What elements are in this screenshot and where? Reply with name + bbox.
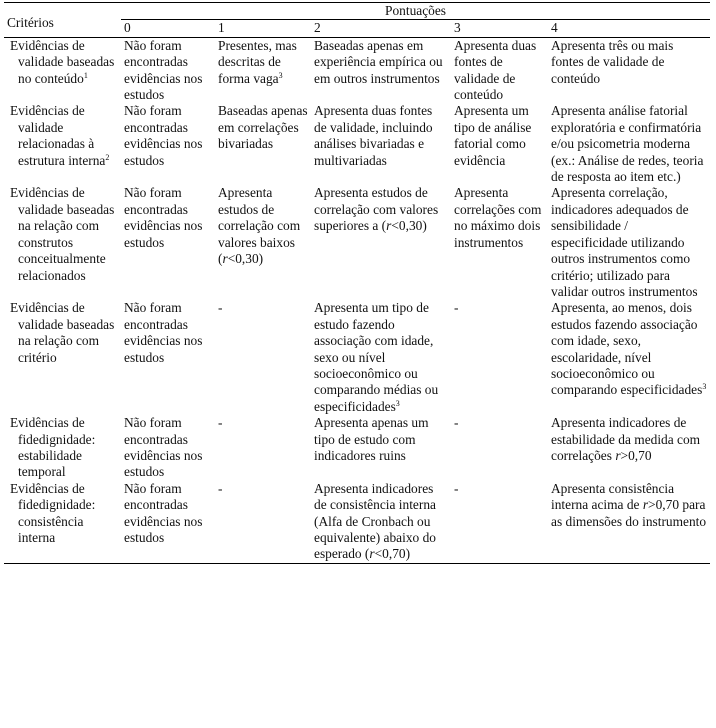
score-4-cell: Apresenta correlação, indicadores adequados de sensibilidade / especificidade utilizando outros instrumentos como critério; utilizado para validar outros instrumentos — [551, 185, 698, 299]
table-row — [4, 185, 710, 300]
score-1-cell: Apresenta estudos de correlação com valores baixos (r<0,30) — [218, 185, 301, 267]
criterion-cell: Evidências de fidedignidade: estabilidade temporal — [10, 415, 96, 480]
score-2-cell: Apresenta indicadores de consistência interna (Alfa de Cronbach ou equivalente) abaixo do esperado (r<0,70) — [311, 481, 451, 564]
criterion-cell: Evidências de validade baseadas no conteúdo$^1$ — [10, 37, 115, 86]
score-3-cell: - — [454, 300, 459, 316]
score-0-cell: Não foram encontradas evidências nos estudos — [124, 185, 203, 250]
header-pontuacoes: Pontuações — [121, 3, 710, 20]
score-header-4: 4 — [548, 20, 710, 37]
table-row — [4, 37, 710, 103]
criteria-table — [4, 2, 710, 564]
score-0-cell: Não foram encontradas evidências nos estudos — [124, 415, 203, 480]
score-3-cell: Apresenta um tipo de análise fatorial como evidência — [454, 103, 532, 168]
score-2-cell: Apresenta estudos de correlação com valores superiores a (r<0,30) — [314, 185, 439, 234]
table-row — [4, 300, 710, 415]
table-row — [4, 103, 710, 185]
score-4-cell: Apresenta, ao menos, dois estudos fazendo associação com idade, sexo, escolaridade, nível socioeconômico ou comparando especificidades$^3$ — [551, 300, 707, 398]
criterion-cell: Evidências de validade baseadas na relação com construtos conceitualmente relacionados — [10, 185, 115, 283]
score-3-cell: - — [454, 415, 459, 431]
score-header-0: 0 — [121, 20, 215, 37]
score-2-cell: Apresenta um tipo de estudo fazendo associação com idade, sexo ou nível socioeconômico ou comparando médias ou especificidades$^3$ — [314, 300, 439, 414]
score-3-cell: Apresenta duas fontes de validade de conteúdo — [454, 37, 537, 103]
score-0-cell: Não foram encontradas evidências nos estudos — [124, 300, 203, 365]
score-4-cell: Apresenta três ou mais fontes de validade de conteúdo — [551, 37, 674, 86]
score-4-cell: Apresenta análise fatorial exploratória e confirmatória e/ou psicometria moderna (ex.: Análise de redes, teoria de resposta ao item etc.) — [551, 103, 704, 185]
criterion-cell: Evidências de validade baseadas na relação com critério — [10, 300, 115, 365]
score-4-cell: Apresenta consistência interna acima de r>0,70 para as dimensões do instrumento — [548, 481, 710, 564]
score-header-1: 1 — [215, 20, 311, 37]
table-row — [4, 481, 710, 564]
criterion-cell: Evidências de validade relacionadas à estrutura interna$^2$ — [10, 103, 110, 168]
score-1-cell: Presentes, mas descritas de forma vaga$^3$ — [218, 37, 297, 86]
score-3-cell: Apresenta correlações com no máximo dois instrumentos — [454, 185, 542, 250]
score-header-2: 2 — [311, 20, 451, 37]
score-1-cell: - — [218, 300, 223, 316]
score-2-cell: Apresenta duas fontes de validade, incluindo análises bivariadas e multivariadas — [314, 103, 433, 168]
score-1-cell: - — [215, 481, 311, 564]
score-4-cell: Apresenta indicadores de estabilidade da medida com correlações r>0,70 — [551, 415, 701, 463]
score-0-cell: Não foram encontradas evidências nos estudos — [124, 103, 203, 168]
score-header-3: 3 — [451, 20, 548, 37]
score-2-cell: Baseadas apenas em experiência empírica ou em outros instrumentos — [314, 37, 443, 86]
criterion-cell: Evidências de fidedignidade: consistência interna — [4, 481, 121, 564]
header-criterios: Critérios — [4, 3, 121, 38]
score-0-cell: Não foram encontradas evidências nos estudos — [121, 481, 215, 564]
score-1-cell: - — [218, 415, 223, 431]
score-2-cell: Apresenta apenas um tipo de estudo com indicadores ruins — [314, 415, 429, 463]
score-1-cell: Baseadas apenas em correlações bivariadas — [218, 103, 308, 152]
table-row — [4, 415, 710, 481]
score-3-cell: - — [451, 481, 548, 564]
score-0-cell: Não foram encontradas evidências nos estudos — [124, 37, 203, 103]
